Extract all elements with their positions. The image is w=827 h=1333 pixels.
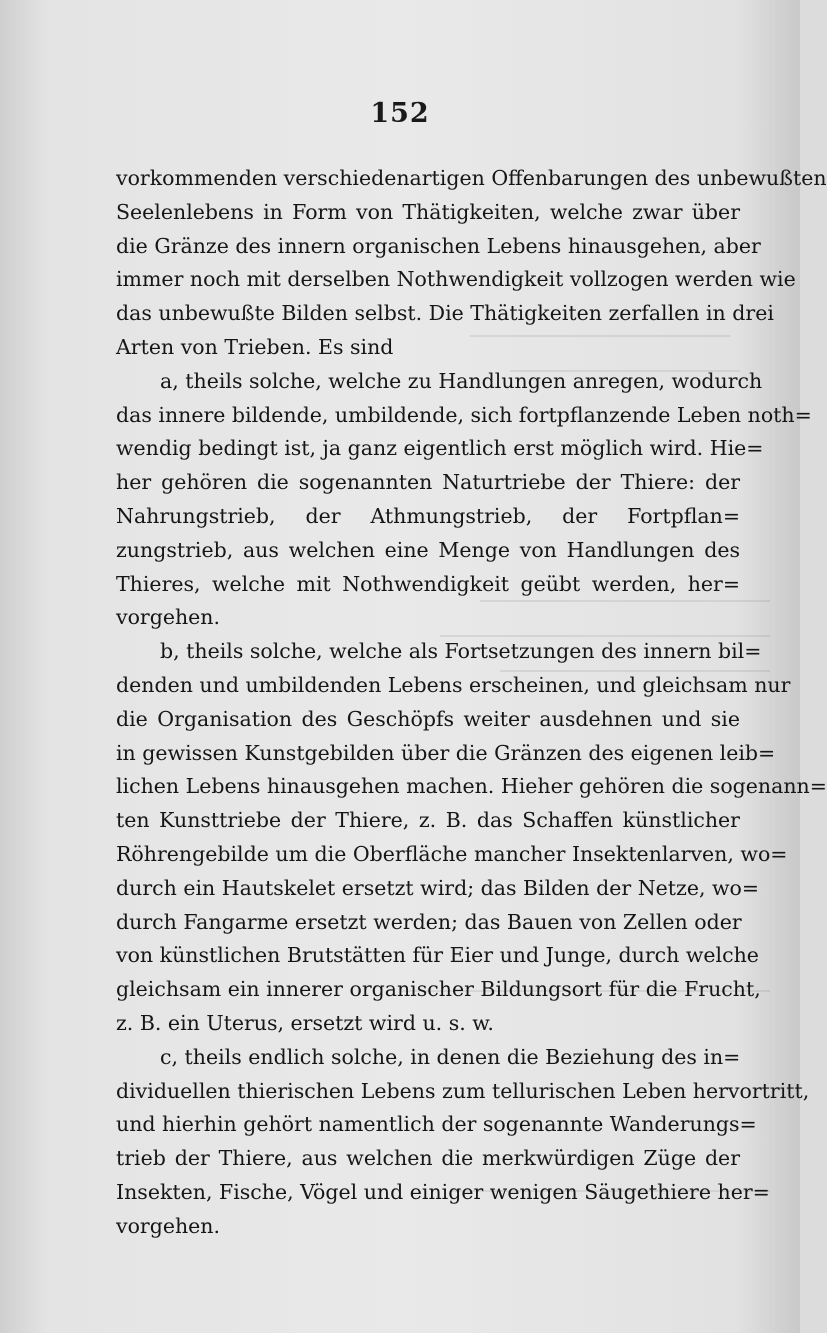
text-line: denden und umbildenden Lebens erscheinen, und gleichsam nur (116, 672, 791, 697)
text-line: c, theils endlich solche, in denen die Beziehung des in= (160, 1044, 741, 1069)
text-line: durch ein Hautskelet ersetzt wird; das Bilden der Netze, wo= (116, 875, 760, 900)
text-line: ten Kunsttriebe der Thiere, z. B. das Schaffen künstlicher (116, 808, 740, 833)
text-line: gleichsam ein innerer organischer Bildungsort für die Frucht, (116, 977, 761, 1002)
text-line: und hierhin gehört namentlich der sogenannte Wanderungs= (116, 1112, 757, 1137)
text-line: z. B. ein Uterus, ersetzt wird u. s. w. (116, 1010, 494, 1035)
text-line: vorkommenden verschiedenartigen Offenbarungen des unbewußten (116, 166, 827, 190)
text-line: immer noch mit derselben Nothwendigkeit vollzogen werden wie (116, 267, 796, 292)
page-number: 152 (370, 98, 430, 129)
text-line: das innere bildende, umbildende, sich fortpflanzende Leben noth= (116, 402, 812, 427)
text-line: a, theils solche, welche zu Handlungen anregen, wodurch (160, 368, 763, 393)
text-line: her gehören die sogenannten Naturtriebe der Thiere: der (116, 470, 740, 495)
text-line: durch Fangarme ersetzt werden; das Bauen von Zellen oder (116, 909, 742, 934)
text-line: Nahrungstrieb, der Athmungstrieb, der Fortpflan= (116, 503, 740, 528)
text-line: Seelenlebens in Form von Thätigkeiten, welche zwar über (116, 199, 740, 224)
text-line: Arten von Trieben. Es sind (116, 334, 394, 359)
text-line: Thieres, welche mit Nothwendigkeit geübt werden, her= (116, 571, 740, 596)
text-line: b, theils solche, welche als Fortsetzungen des innern bil= (160, 639, 762, 664)
text-line: dividuellen thierischen Lebens zum tellurischen Leben hervortritt, (116, 1078, 810, 1103)
text-line: Insekten, Fische, Vögel und einiger wenigen Säugethiere her= (116, 1179, 770, 1204)
text-line: die Gränze des innern organischen Lebens hinausgehen, aber (116, 233, 761, 258)
text-line: lichen Lebens hinausgehen machen. Hieher gehören die sogenann= (116, 774, 827, 799)
text-line: Röhrengebilde um die Oberfläche mancher Insektenlarven, wo= (116, 841, 788, 866)
text-line: die Organisation des Geschöpfs weiter ausdehnen und sie (116, 706, 740, 731)
text-line: vorgehen. (116, 1213, 221, 1238)
text-line: zungstrieb, aus welchen eine Menge von Handlungen des (116, 537, 740, 562)
text-line: von künstlichen Brutstätten für Eier und Junge, durch welche (116, 943, 759, 968)
text-line: vorgehen. (116, 605, 221, 630)
text-line: das unbewußte Bilden selbst. Die Thätigkeiten zerfallen in drei (116, 301, 774, 326)
text-line: in gewissen Kunstgebilden über die Gränzen des eigenen leib= (116, 740, 776, 765)
text-line: wendig bedingt ist, ja ganz eigentlich erst möglich wird. Hie= (116, 436, 764, 461)
text-line: trieb der Thiere, aus welchen die merkwürdigen Züge der (116, 1146, 740, 1171)
body-text (116, 162, 827, 1244)
